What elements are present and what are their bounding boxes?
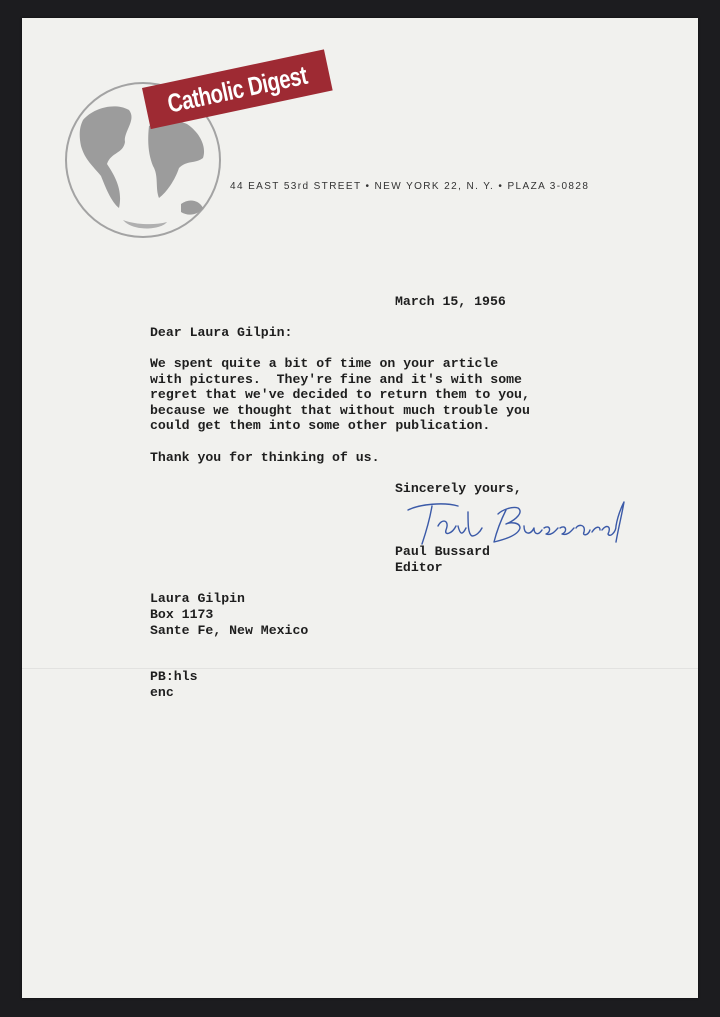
thanks-line: Thank you for thinking of us.: [150, 450, 380, 465]
signer-name: Paul Bussard: [395, 544, 490, 559]
body-line: because we thought that without much trouble you: [150, 403, 530, 418]
logo-text: Catholic Digest: [164, 59, 310, 119]
closing: Sincerely yours,: [395, 481, 522, 496]
letter-date: March 15, 1956: [395, 294, 506, 309]
recipient-line: Box 1173: [150, 607, 214, 622]
signer-title: Editor: [395, 560, 443, 575]
body-line: could get them into some other publication.: [150, 418, 491, 433]
enclosure-note: enc: [150, 685, 174, 700]
recipient-line: Sante Fe, New Mexico: [150, 623, 309, 638]
body-line: We spent quite a bit of time on your article: [150, 356, 499, 371]
letterhead-address: 44 EAST 53rd STREET • NEW YORK 22, N. Y. • PLAZA 3-0828: [230, 181, 590, 192]
body-line: regret that we've decided to return them to you,: [150, 387, 530, 402]
letter-page: [22, 18, 698, 998]
recipient-line: Laura Gilpin: [150, 591, 245, 606]
salutation: Dear Laura Gilpin:: [150, 325, 293, 340]
body-line: with pictures. They're fine and it's with some: [150, 372, 522, 387]
fold-line: [22, 668, 698, 669]
logo-banner: [142, 49, 333, 129]
reference-initials: PB:hls: [150, 669, 198, 684]
